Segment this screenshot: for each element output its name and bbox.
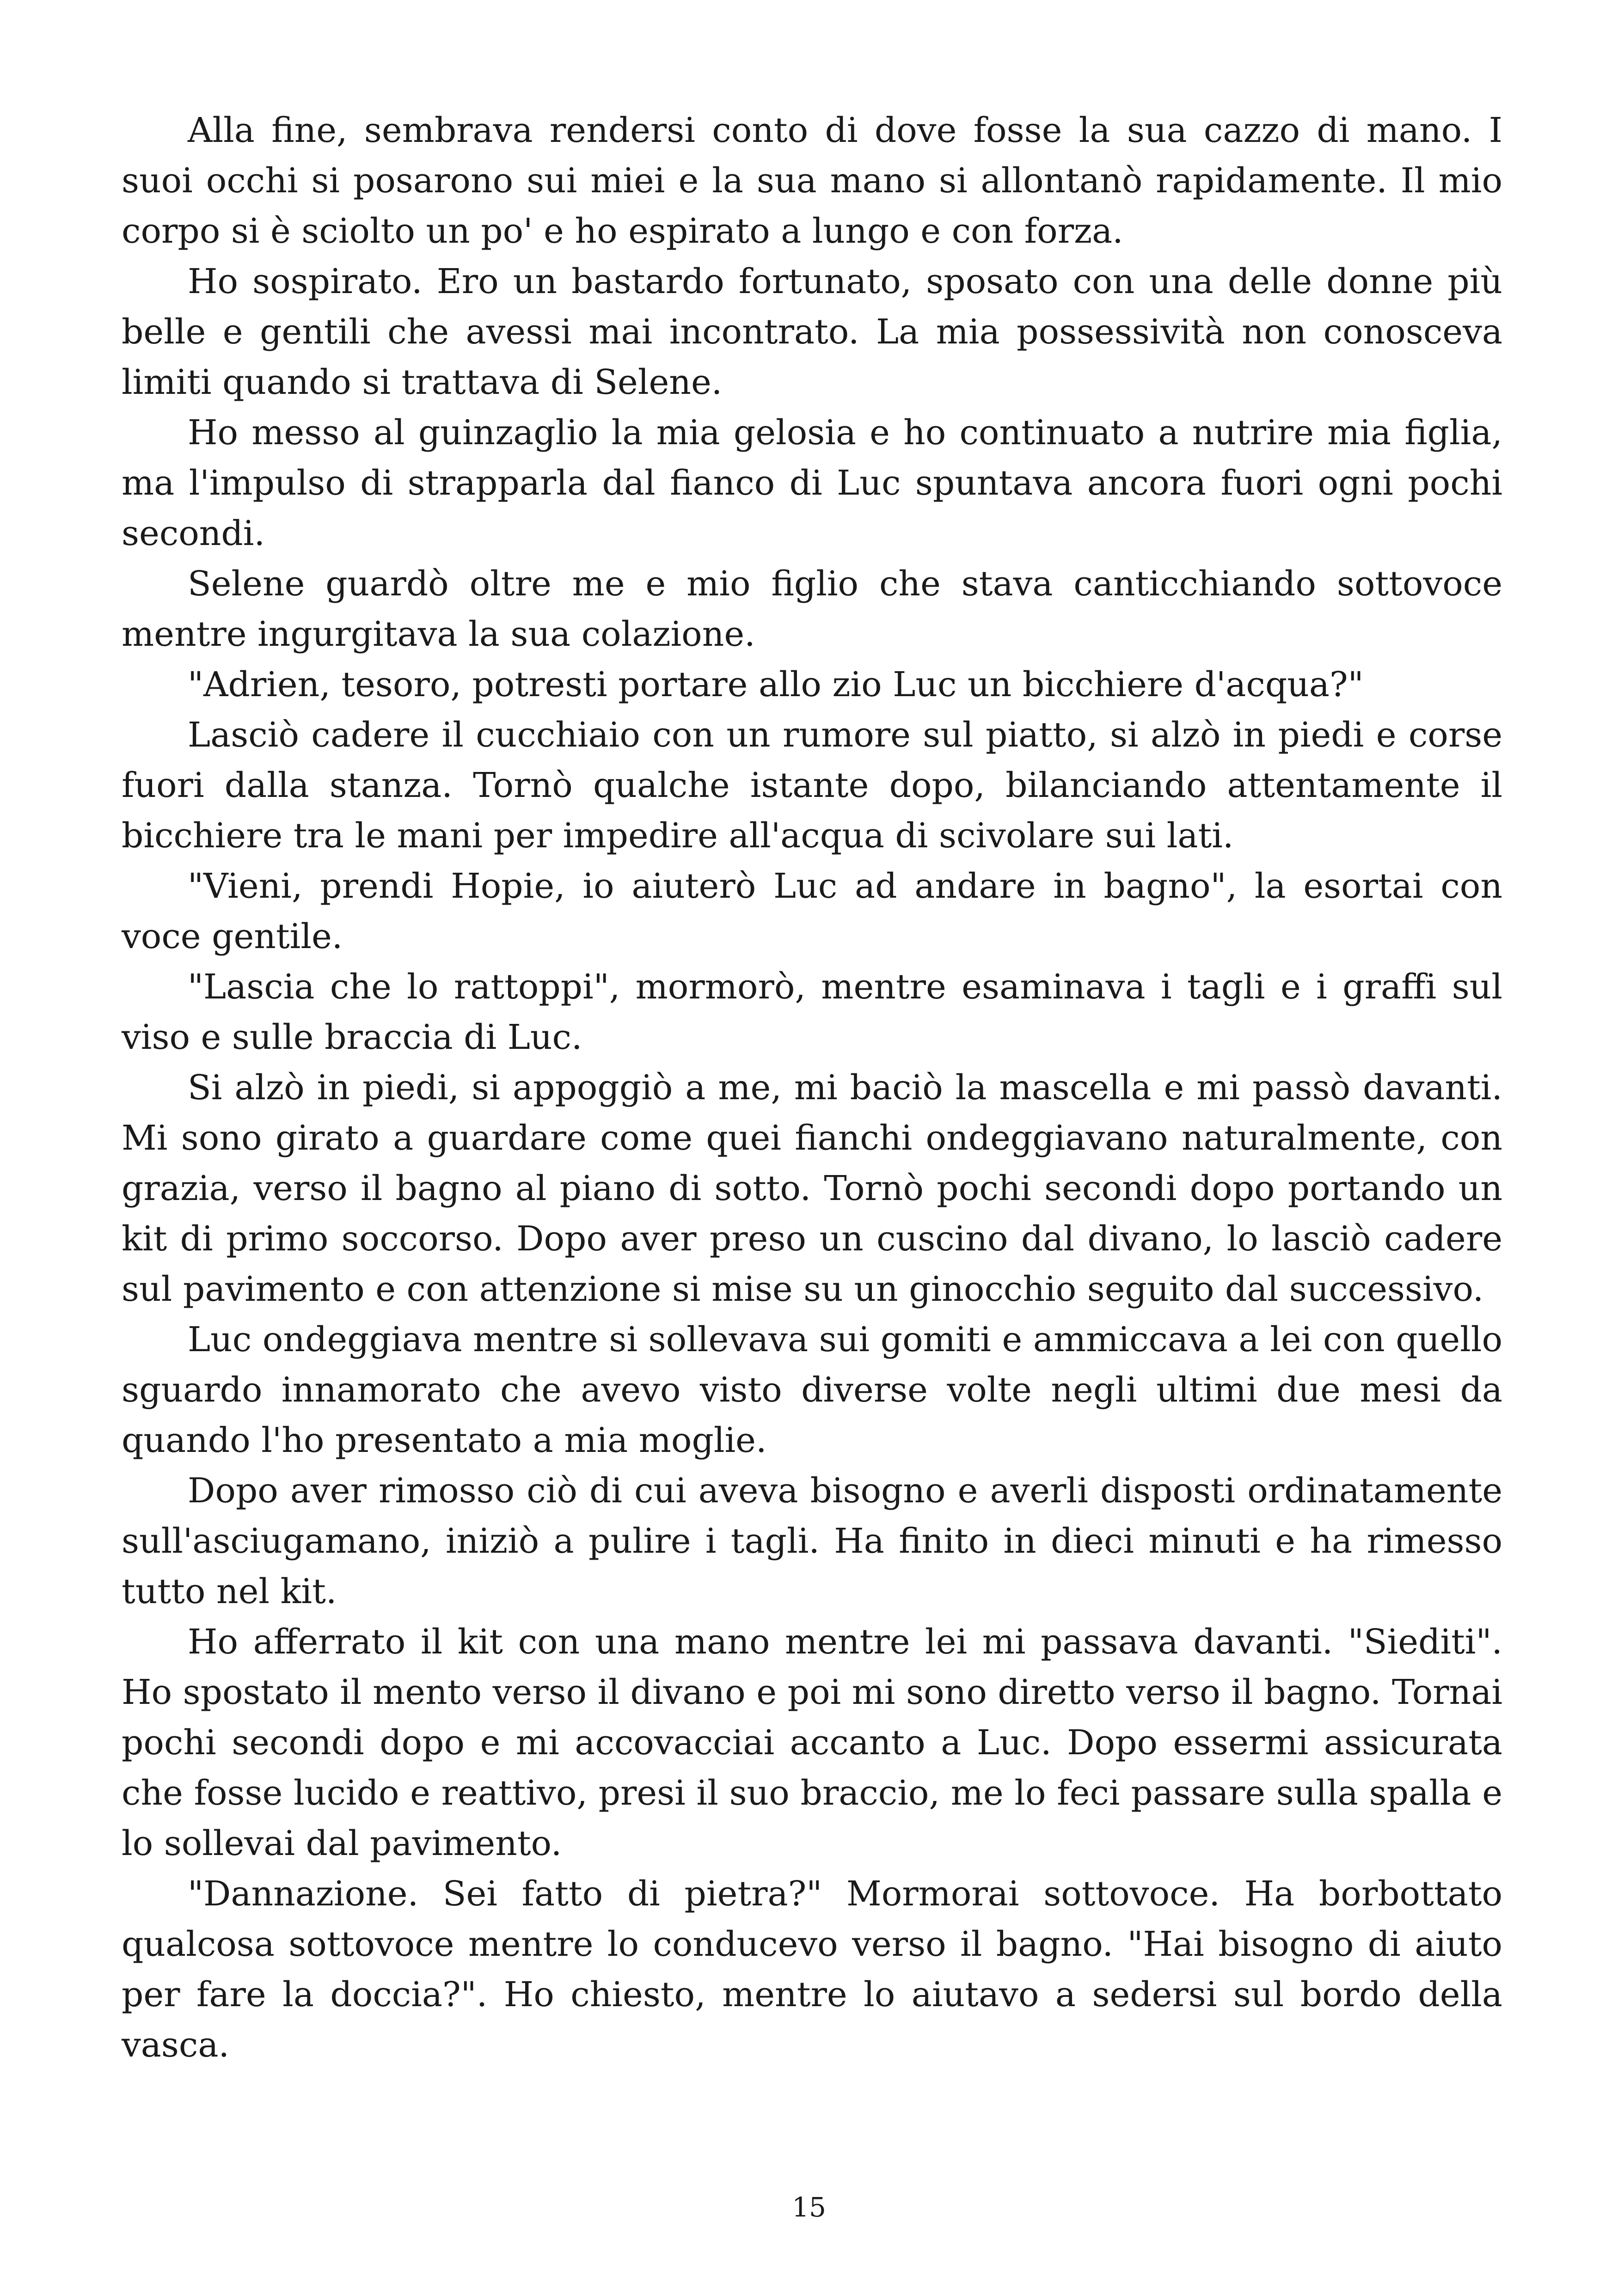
paragraph: Ho sospirato. Ero un bastardo fortunato, sposato con una delle donne più belle e gentili che avessi mai incontrato. La mia possessività non conosceva limiti quando si trattava di Selene.	[122, 262, 1502, 402]
paragraph: Ho messo al guinzaglio la mia gelosia e ho continuato a nutrire mia figlia, ma l'impulso di strapparla dal fianco di Luc spuntava ancora fuori ogni pochi secondi.	[122, 413, 1502, 553]
paragraph: "Vieni, prendi Hopie, io aiuterò Luc ad andare in bagno", la esortai con voce gentile.	[122, 866, 1502, 956]
paragraph: Alla fine, sembrava rendersi conto di dove fosse la sua cazzo di mano. I suoi occhi si posarono sui miei e la sua mano si allontanò rapidamente. Il mio corpo si è sciolto un po' e ho espirato a lungo e con forza.	[122, 110, 1502, 251]
paragraph: "Adrien, tesoro, potresti portare allo zio Luc un bicchiere d'acqua?"	[188, 665, 1364, 704]
paragraph: Dopo aver rimosso ciò di cui aveva bisogno e averli disposti ordinatamente sull'asciugamano, iniziò a pulire i tagli. Ha finito in dieci minuti e ha rimesso tutto nel kit.	[122, 1471, 1502, 1611]
page-number: 15	[792, 2192, 826, 2223]
paragraph: Lasciò cadere il cucchiaio con un rumore sul piatto, si alzò in piedi e corse fuori dalla stanza. Tornò qualche istante dopo, bilanciando attentamente il bicchiere tra le mani per impedire all'acqua di scivolare sui lati.	[122, 715, 1502, 856]
paragraph: Si alzò in piedi, si appoggiò a me, mi baciò la mascella e mi passò davanti. Mi sono girato a guardare come quei fianchi ondeggiavano naturalmente, con grazia, verso il bagno al piano di sotto. Tornò pochi secondi dopo portando un kit di primo soccorso. Dopo aver preso un cuscino dal divano, lo lasciò cadere sul pavimento e con attenzione si mise su un ginocchio seguito dal successivo.	[122, 1068, 1502, 1309]
page-body	[122, 105, 1502, 2070]
paragraph: "Lascia che lo rattoppi", mormorò, mentre esaminava i tagli e i graffi sul viso e sulle braccia di Luc.	[122, 967, 1502, 1057]
paragraph: Luc ondeggiava mentre si sollevava sui gomiti e ammiccava a lei con quello sguardo innamorato che avevo visto diverse volte negli ultimi due mesi da quando l'ho presentato a mia moglie.	[122, 1320, 1502, 1460]
paragraph: "Dannazione. Sei fatto di pietra?" Mormorai sottovoce. Ha borbottato qualcosa sottovoce mentre lo conducevo verso il bagno. "Hai bisogno di aiuto per fare la doccia?". Ho chiesto, mentre lo aiutavo a sedersi sul bordo della vasca.	[122, 1874, 1502, 2065]
paragraph: Selene guardò oltre me e mio figlio che stava canticchiando sottovoce mentre ingurgitava la sua colazione.	[122, 564, 1502, 654]
paragraph: Ho afferrato il kit con una mano mentre lei mi passava davanti. "Siediti". Ho spostato il mento verso il divano e poi mi sono diretto verso il bagno. Tornai pochi secondi dopo e mi accovacciai accanto a Luc. Dopo essermi assicurata che fosse lucido e reattivo, presi il suo braccio, me lo feci passare sulla spalla e lo sollevai dal pavimento.	[122, 1622, 1502, 1863]
